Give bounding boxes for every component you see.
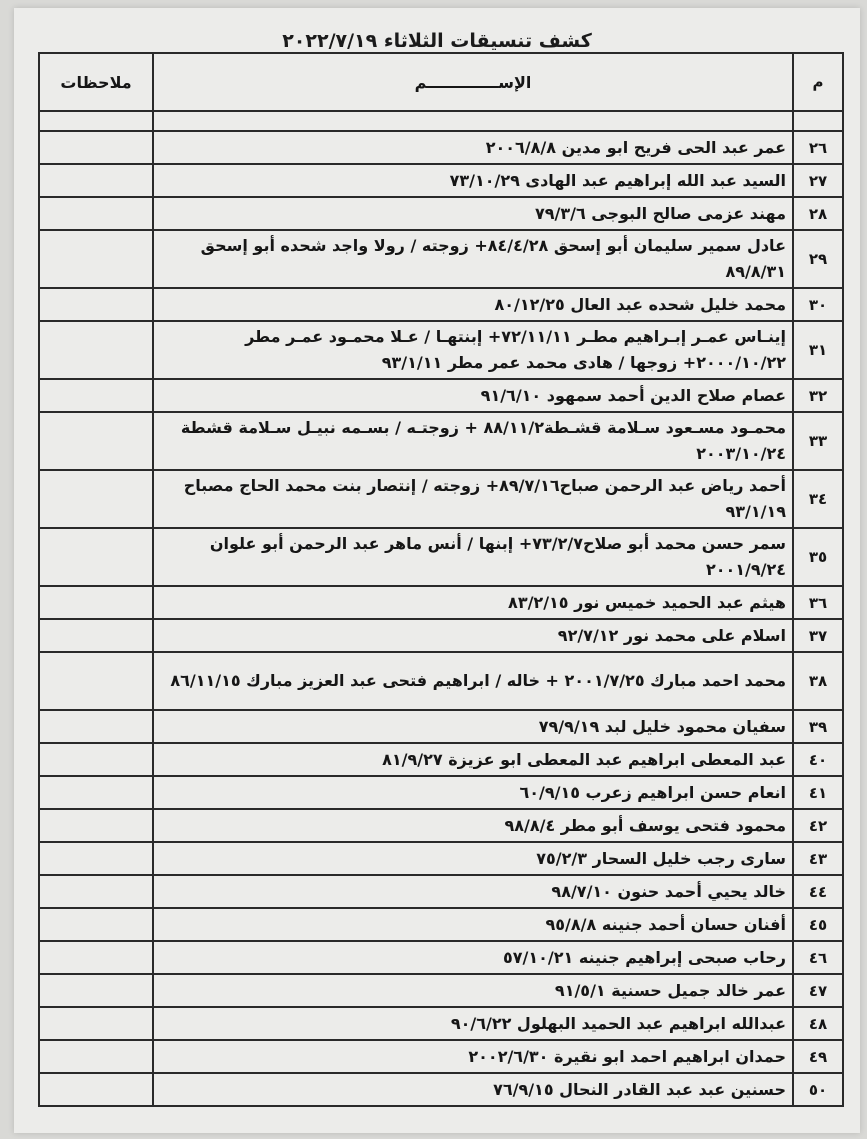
row-name: محمد خليل شحده عبد العال ٨٠/١٢/٢٥ xyxy=(153,288,793,321)
row-name: محمد احمد مبارك ٢٠٠١/٧/٢٥ + خاله / ابراهيم فتحى عبد العزيز مبارك ٨٦/١١/١٥ xyxy=(153,652,793,710)
row-number: ٢٩ xyxy=(793,230,843,288)
table-row xyxy=(39,164,843,197)
row-name: عصام صلاح الدين أحمد سمهود ٩١/٦/١٠ xyxy=(153,379,793,412)
row-notes xyxy=(39,1073,153,1106)
table-row xyxy=(39,528,843,586)
paper-sheet xyxy=(14,8,860,1133)
row-number: ٣٣ xyxy=(793,412,843,470)
row-name: إينـاس عمـر إبـراهيم مطـر ٧٢/١١/١١+ إبنتهـا / عـلا محمـود عمـر مطر ٢٠٠٠/١٠/٢٢+ زوجها / هادى محمد عمر مطر ٩٣/١/١١ xyxy=(153,321,793,379)
row-name: أحمد رياض عبد الرحمن صباح٨٩/٧/١٦+ زوجته / إنتصار بنت محمد الحاج مصباح ٩٣/١/١٩ xyxy=(153,470,793,528)
table-row xyxy=(39,288,843,321)
table-row xyxy=(39,379,843,412)
row-notes xyxy=(39,470,153,528)
table-row xyxy=(39,470,843,528)
row-number: ٤٩ xyxy=(793,1040,843,1073)
column-header-name: الإســـــــــــــم xyxy=(153,53,793,111)
row-number: ٤١ xyxy=(793,776,843,809)
row-number: ٣٦ xyxy=(793,586,843,619)
row-number: ٤٢ xyxy=(793,809,843,842)
row-number: ٣٢ xyxy=(793,379,843,412)
table-row xyxy=(39,412,843,470)
table-row xyxy=(39,974,843,1007)
row-notes xyxy=(39,288,153,321)
row-number: ٣٨ xyxy=(793,652,843,710)
blank-cell xyxy=(39,111,153,131)
table-row xyxy=(39,776,843,809)
row-name: سفيان محمود خليل لبد ٧٩/٩/١٩ xyxy=(153,710,793,743)
row-number: ٤٧ xyxy=(793,974,843,1007)
row-name: هيثم عبد الحميد خميس نور ٨٣/٢/١٥ xyxy=(153,586,793,619)
row-notes xyxy=(39,321,153,379)
table-row xyxy=(39,1040,843,1073)
row-notes xyxy=(39,743,153,776)
row-number: ٤٤ xyxy=(793,875,843,908)
row-name: اسلام على محمد نور ٩٢/٧/١٢ xyxy=(153,619,793,652)
table-row xyxy=(39,652,843,710)
row-name: عبد المعطى ابراهيم عبد المعطى ابو عزيزة ٨١/٩/٢٧ xyxy=(153,743,793,776)
table-header-row xyxy=(39,53,843,111)
table-row xyxy=(39,1007,843,1040)
blank-cell xyxy=(793,111,843,131)
row-name: خالد يحيي أحمد حنون ٩٨/٧/١٠ xyxy=(153,875,793,908)
column-header-notes: ملاحظات xyxy=(39,53,153,111)
row-notes xyxy=(39,230,153,288)
row-name: أفنان حسان أحمد جنينه ٩٥/٨/٨ xyxy=(153,908,793,941)
row-name: حمدان ابراهيم احمد ابو نقيرة ٢٠٠٢/٦/٣٠ xyxy=(153,1040,793,1073)
row-name: رحاب صبحى إبراهيم جنينه ٥٧/١٠/٢١ xyxy=(153,941,793,974)
row-notes xyxy=(39,412,153,470)
row-number: ٢٦ xyxy=(793,131,843,164)
table-row xyxy=(39,321,843,379)
blank-row xyxy=(39,111,843,131)
table-row xyxy=(39,131,843,164)
row-number: ٤٦ xyxy=(793,941,843,974)
row-notes xyxy=(39,652,153,710)
row-notes xyxy=(39,974,153,1007)
row-name: حسنين عبد عبد القادر النحال ٧٦/٩/١٥ xyxy=(153,1073,793,1106)
row-number: ٣٥ xyxy=(793,528,843,586)
row-notes xyxy=(39,710,153,743)
table-row xyxy=(39,710,843,743)
document-title: كشف تنسيقات الثلاثاء ٢٠٢٢/٧/١٩ xyxy=(282,30,592,52)
table-row xyxy=(39,842,843,875)
row-number: ٤٨ xyxy=(793,1007,843,1040)
row-notes xyxy=(39,619,153,652)
row-notes xyxy=(39,875,153,908)
row-notes xyxy=(39,586,153,619)
row-notes xyxy=(39,842,153,875)
row-notes xyxy=(39,197,153,230)
row-number: ٣٧ xyxy=(793,619,843,652)
row-name: سارى رجب خليل السحار ٧٥/٢/٣ xyxy=(153,842,793,875)
row-name: سمر حسن محمد أبو صلاح٧٣/٢/٧+ إبنها / أنس ماهر عبد الرحمن أبو علوان ٢٠٠١/٩/٢٤ xyxy=(153,528,793,586)
column-header-number: م xyxy=(793,53,843,111)
row-number: ٣٤ xyxy=(793,470,843,528)
table-row xyxy=(39,908,843,941)
table-row xyxy=(39,197,843,230)
row-notes xyxy=(39,941,153,974)
row-notes xyxy=(39,908,153,941)
row-number: ٢٨ xyxy=(793,197,843,230)
row-number: ٣٩ xyxy=(793,710,843,743)
table-row xyxy=(39,743,843,776)
row-notes xyxy=(39,528,153,586)
row-notes xyxy=(39,1040,153,1073)
row-notes xyxy=(39,1007,153,1040)
row-number: ٢٧ xyxy=(793,164,843,197)
table-row xyxy=(39,230,843,288)
row-number: ٥٠ xyxy=(793,1073,843,1106)
table-row xyxy=(39,809,843,842)
row-notes xyxy=(39,809,153,842)
row-name: انعام حسن ابراهيم زعرب ٦٠/٩/١٥ xyxy=(153,776,793,809)
row-name: عمر خالد جميل حسنية ٩١/٥/١ xyxy=(153,974,793,1007)
row-notes xyxy=(39,131,153,164)
row-notes xyxy=(39,776,153,809)
row-name: مهند عزمى صالح البوجى ٧٩/٣/٦ xyxy=(153,197,793,230)
table-row xyxy=(39,941,843,974)
names-table xyxy=(38,52,844,1107)
table-row xyxy=(39,619,843,652)
row-notes xyxy=(39,379,153,412)
row-name: السيد عبد الله إبراهيم عبد الهادى ٧٣/١٠/٢٩ xyxy=(153,164,793,197)
row-name: محمـود مسـعود سـلامة قشـطة٨٨/١١/٢ + زوجتـه / بسـمه نبيـل سـلامة قشطة ٢٠٠٣/١٠/٢٤ xyxy=(153,412,793,470)
blank-cell xyxy=(153,111,793,131)
row-number: ٤٣ xyxy=(793,842,843,875)
table-row xyxy=(39,875,843,908)
table-row xyxy=(39,1073,843,1106)
row-name: محمود فتحى يوسف أبو مطر ٩٨/٨/٤ xyxy=(153,809,793,842)
row-number: ٤٠ xyxy=(793,743,843,776)
row-number: ٣٠ xyxy=(793,288,843,321)
table-row xyxy=(39,586,843,619)
row-name: عادل سمير سليمان أبو إسحق ٨٤/٤/٢٨+ زوجته / رولا واجد شحده أبو إسحق ٨٩/٨/٣١ xyxy=(153,230,793,288)
row-notes xyxy=(39,164,153,197)
row-number: ٣١ xyxy=(793,321,843,379)
row-number: ٤٥ xyxy=(793,908,843,941)
row-name: عبدالله ابراهيم عبد الحميد البهلول ٩٠/٦/٢٢ xyxy=(153,1007,793,1040)
row-name: عمر عبد الحى فريح ابو مدين ٢٠٠٦/٨/٨ xyxy=(153,131,793,164)
